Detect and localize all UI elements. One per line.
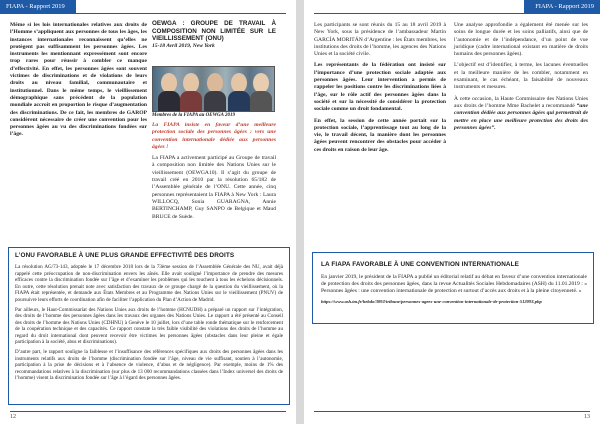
fiapa-box — [312, 252, 594, 324]
left-col1 — [10, 22, 147, 143]
right-col2-paragraph-3 — [454, 96, 588, 132]
oewga-title: OEWGA : GROUPE DE TRAVAIL À COMPOSITION NON LIMITÉE SUR LE VIEILLISSEMENT (ONU) — [152, 20, 276, 43]
left-header — [0, 0, 296, 18]
onu-box-title: L’ONU FAVORABLE À UNE PLUS GRANDE EFFECTIVITÉ DES DROITS — [15, 252, 235, 259]
oewga-date: 15-18 Avril 2019, New York — [152, 42, 215, 49]
onu-box — [8, 247, 290, 405]
bachelet-intro: À cette occasion, la Haute Commissaire des Nations Unies aux droits de l’homme Mme Bachelet a recommandé — [454, 95, 588, 109]
left-col2-body — [152, 122, 276, 225]
photo-person-4 — [231, 73, 247, 93]
photo-person-2 — [183, 73, 199, 93]
right-page — [304, 0, 600, 424]
right-header — [304, 0, 600, 18]
right-header-tab: FIAPA - Rapport 2019 — [524, 0, 600, 14]
left-header-rule — [76, 13, 286, 14]
left-footer-rule — [10, 411, 286, 412]
photo-person-1 — [161, 73, 177, 93]
right-col2-paragraph-2: L’objectif est d’identifier, à terme, les lacunes éventuelles et la meilleure manière de les combler, notamment en examinant, le cas échéant, la faisabilité de nouveaux instruments et mesures. — [454, 62, 588, 91]
bachelet-quote: “une convention dédiée aux personnes âgées qui permettrait de mettre en place une meilleure protection des droits des personnes âgées”. — [454, 102, 588, 131]
fiapa-box-title: LA FIAPA FAVORABLE À UNE CONVENTION INTERNATIONALE — [321, 261, 520, 268]
onu-box-paragraph-3: D’autre part, le rapport souligne la faiblesse et l’insuffisance des références spécifiques aux droits des personnes âgées dans les instruments relatifs aux droits de l’homme (discrimination fondée sur l’âge, niveau de vie suffisant, soutien à l’autonomie, participation à la prise de décisions et à l’absence de violence, d’abus et de négligence). Par exemple, moins de 1% des recommandations relatives à la discrimination (sur plus de 13 000 recommandations classées dans l’Index universel des droits de l’homme) visent la discrimination fondée sur l’âge à l’égard des personnes âgées. — [15, 349, 283, 381]
oewga-paragraph: La FIAPA a activement participé au Groupe de travail à composition non limitée des Nations Unies sur le vieillissement (OEWGA10). Il s’agit du groupe de travail créé en 2010 par la résolution 65/182 de l’Assemblée générale de l’ONU. Cette année, cinq personnes représentaient la FIAPA à New York : Laura WILLOCQ, Sonia GUARAGNA, Annie BERTINCHAMP, Guy SANPO de Belgique et Maud BRUCE de Suède. — [152, 155, 276, 220]
onu-box-paragraph-1: La résolution AG/73-143, adoptée le 17 décembre 2018 lors de la 73ème session de l’Assemblée Générale des NU, avait déjà rappelé cette préoccupation de non-discrimination envers les aînés. Elle avait souligné l’importance de prendre des mesures efficaces contre la discrimination fondée sur l’âge et d’examiner les problèmes qui les touchent à tous les échelons décisionnels. En outre, cette résolution prenait note avec satisfaction des travaux de ce groupe chargé de la question du vieillissement, où la FIAPA était représentée, et demande aux États Membres et au Programme des Nations Unies sur le vieillissement (PNUV) de poursuivre leurs efforts de coordination afin de faciliter l’application du Plan d’Action de Madrid. — [15, 264, 283, 303]
right-col1-paragraph-3: En effet, la session de cette année portait sur la protection sociale, l’apprentissage tout au long de la vie, le travail décent, la manière dont les personnes âgées peuvent rencontrer des obstacles pour accéder à ces droits en raison de leur âge. — [314, 117, 446, 153]
left-page-number: 12 — [10, 414, 16, 420]
fiapa-box-paragraph: En janvier 2019, le président de la FIAPA a publié un éditorial relatif au débat en faveur d’une convention internationale de protection des droits des personnes âgées, dans la revue Actualités Sociales Hebdomadaires (ASH) du 11.01.2019 : « Personnes âgées : une convention internationale de protection et surtout d’accès aux droits et à la pleine citoyenneté. » — [321, 274, 587, 294]
left-col2 — [152, 20, 276, 50]
right-page-number: 13 — [584, 414, 590, 420]
left-header-tab: FIAPA - Rapport 2019 — [0, 0, 76, 14]
right-header-rule — [314, 13, 524, 14]
photo-caption: Membres de la FIAPA au OEWGA 2019 — [152, 113, 235, 118]
left-page — [0, 0, 296, 424]
onu-box-paragraph-2: Par ailleurs, le Haut-Commissariat des Nations Unies aux droits de l’homme (HCNUDH) a préparé un rapport sur l’intégration, des droits de l’homme des personnes âgées dans les travaux des organes des Nations Unies. Le rapport a été présenté au Conseil des droits de l’homme des Nations Unies (CDHNU) à Genève le 10 juillet, lors d’une table ronde thématique sur le renforcement de la coopération technique et des capacités. Ce rapport constate la très faible visibilité des violations des droits de l’homme au regard du droit international dont peuvent recevoir être victimes les personnes âgées (obstacles dans leur pleine et égale participation à la société, abus et discriminations). — [15, 306, 283, 345]
ash-article-link[interactable]: https://www.ash.tm.fr/hebdo/3092/tribune/personnes-agees-une-convention-internationale-de-protection-512093.php — [321, 298, 542, 304]
fiapa-box-body — [321, 274, 587, 308]
left-col1-paragraph: Même si les lois internationales relatives aux droits de l’Homme s’appliquent aux personnes de tous les âges, les instances internationales reconnaissent qu’elles ne protègent pas suffisamment les personnes âgées. Les instruments les mentionnant expressément sont encore trop rares pour réussir à combler ce manque d’effectivité. En effet, les personnes âgées sont souvent victimes de discriminations et de violations de leurs droits au niveau familial, communautaire et institutionnel. Dans le même temps, le vieillissement démographique sans précédent de la population mondiale accroît en proportion le risque d’augmentation des discriminations. De ce fait, les membres de GAROP considèrent nécessaire de créer une convention pour les personnes âgées au vu des discriminations fondées sur l’âge. — [10, 22, 147, 138]
photo-person-5 — [253, 73, 269, 93]
right-col1-paragraph-2: Les représentants de la fédération ont insisté sur l’importance d’une protection sociale adaptée aux personnes âgées. Leur intervention a permis de rappeler les positions contre les discriminations liées à l’âge, sur le rôle actif des personnes âgées dans la société et sur la nécessité de considérer la protection sociale comme un droit fondamental. — [314, 62, 446, 113]
onu-box-body — [15, 264, 283, 385]
right-col1 — [314, 22, 446, 158]
delegation-photo — [152, 66, 275, 112]
oewga-quote: La FIAPA insiste en faveur d’une meilleure protection sociale des personnes âgées : vers une convention internationale dédiée aux personnes âgées ! — [152, 122, 276, 150]
right-col1-paragraph-1: Les participants se sont réunis du 15 au 18 avril 2019 à New York, sous la présidence de l’ambassadeur Martín GARCÍA MORITÁN d’Argentine : les États membres, les institutions des droits de l’homme, les agences des Nations Unies et la société civile. — [314, 22, 446, 58]
right-col2 — [454, 22, 588, 136]
right-col2-paragraph-1: Une analyse approfondie a également été menée sur les soins de longue durée et les soins palliatifs, ainsi que de l’autonomie et de l’indépendance, d’un point de vue juridique (cadre international existant en matière de droits humains des personnes âgées). — [454, 22, 588, 58]
right-footer-rule — [314, 411, 590, 412]
photo-person-3 — [207, 73, 223, 93]
